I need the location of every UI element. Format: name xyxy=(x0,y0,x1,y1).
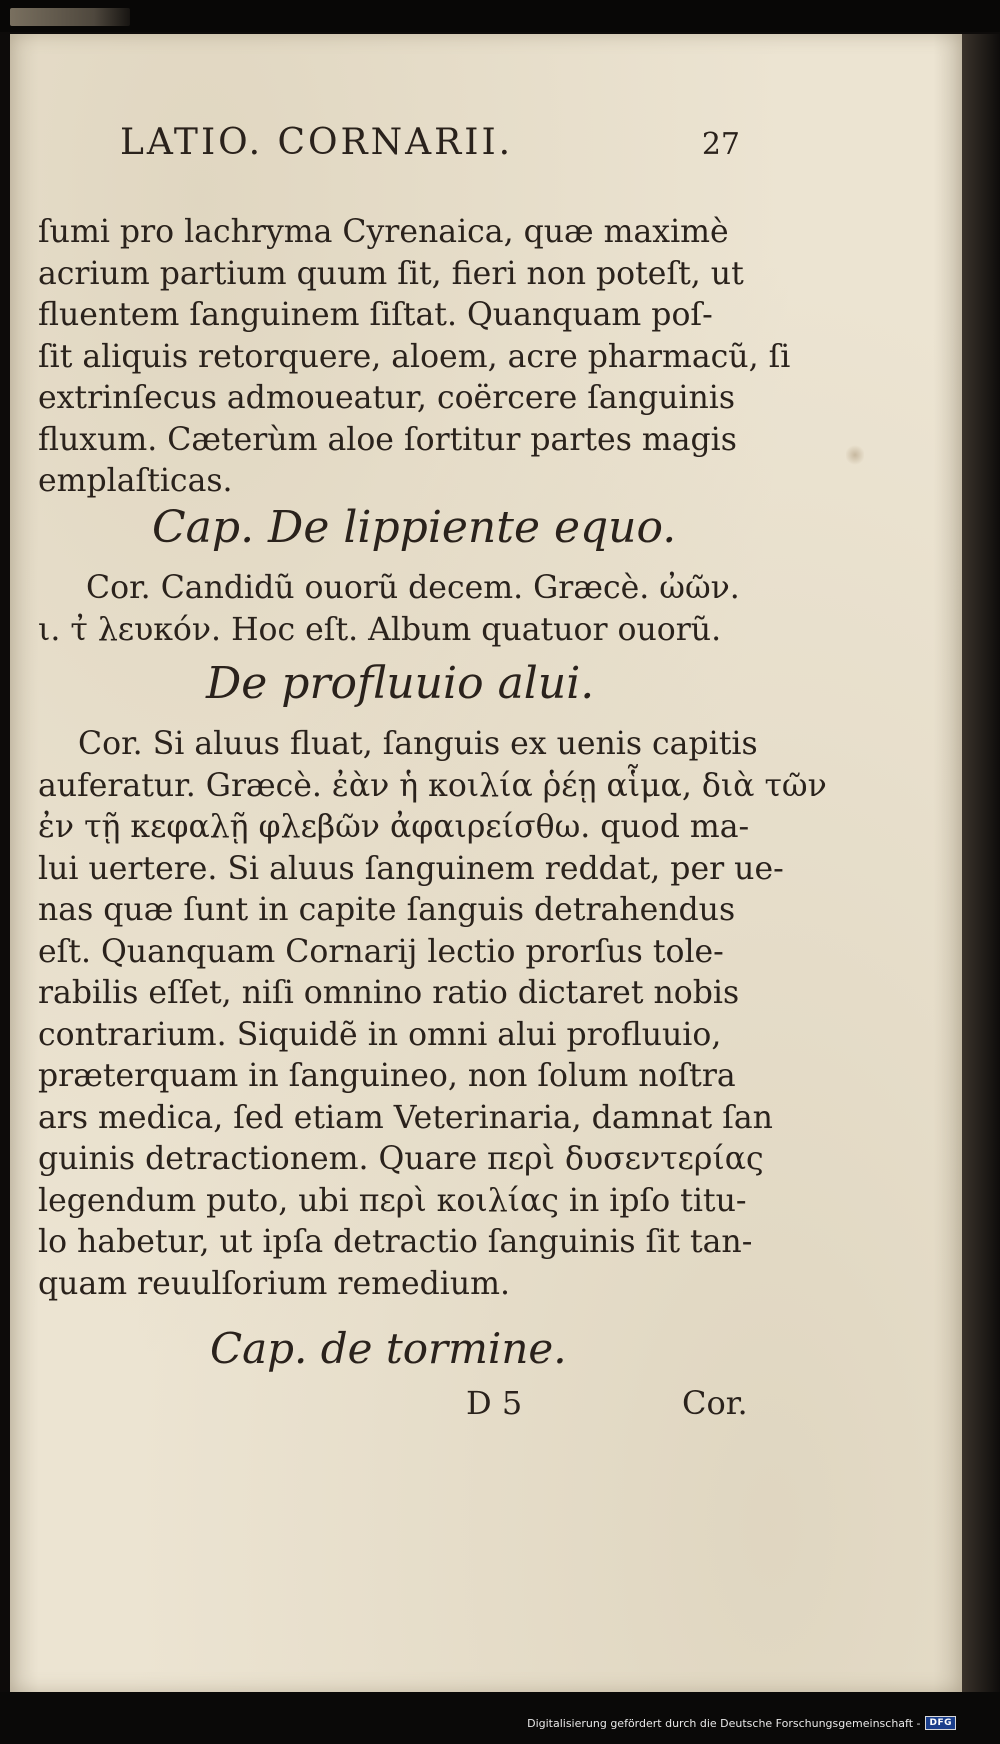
text-line: ſit aliquis retorquere, aloem, acre pharmacũ, ſi xyxy=(38,338,791,375)
text-line: quam reuulſorium remedium. xyxy=(38,1265,511,1302)
text-line: ſumi pro lachryma Cyrenaica, quæ maximè xyxy=(38,214,729,250)
text-line: Cor. Si aluus fluat, ſanguis ex uenis capitis xyxy=(78,726,758,762)
text-line: ἐν τῇ κεφαλῇ φλεβῶν ἀφαιρείσθω. quod ma- xyxy=(38,809,750,845)
text-line: ars medica, ſed etiam Veterinaria, damnat ſan xyxy=(38,1099,773,1136)
credit-text: Digitalisierung gefördert durch die Deutsche Forschungsgemeinschaft - xyxy=(527,1716,921,1730)
text-line: rabilis eſſet, niſi omnino ratio dictaret nobis xyxy=(38,975,740,1011)
text-line: auferatur. Græcè. ἐὰν ἡ κοιλία ῥέῃ αἷμα, διὰ τῶν xyxy=(38,767,827,804)
signature-mark: D 5 xyxy=(466,1384,523,1422)
text-line: lo habetur, ut ipſa detractio ſanguinis ſit tan- xyxy=(38,1224,753,1260)
text-line: ι. τ̓ λευκόν. Hoc eſt. Album quatuor ouorũ. xyxy=(38,611,722,648)
text-line: præterquam in ſanguineo, non ſolum noſtra xyxy=(38,1058,736,1094)
scan-bottom-border xyxy=(0,1692,1000,1744)
dfg-logo: DFG xyxy=(925,1716,956,1730)
paragraph-2 xyxy=(38,568,778,651)
paper-stain xyxy=(846,444,864,466)
text-line: lui uertere. Si aluus ſanguinem reddat, per ue- xyxy=(38,850,784,887)
previous-page-fragment xyxy=(10,8,130,26)
text-line: Cor. Candidũ ouorũ decem. Græcè. ὠῶν. xyxy=(86,570,740,606)
text-line: nas quæ ſunt in capite ſanguis detrahendus xyxy=(38,892,736,928)
catchword: Cor. xyxy=(682,1384,748,1422)
text-line: guinis detractionem. Quare περὶ δυσεντερίας xyxy=(38,1141,764,1177)
text-line: emplaſticas. xyxy=(38,463,233,499)
scan-top-border xyxy=(0,0,1000,32)
book-page xyxy=(10,34,962,1692)
chapter-heading-tormine: Cap. de tormine. xyxy=(210,1324,567,1373)
text-line: legendum puto, ubi περὶ κοιλίας in ipſo titu- xyxy=(38,1182,747,1219)
scan-right-border xyxy=(962,34,1000,1692)
text-line: eſt. Quanquam Cornarij lectio prorſus tole- xyxy=(38,933,724,970)
text-line: contrarium. Siquidẽ in omni alui profluuio, xyxy=(38,1016,722,1053)
paragraph-3 xyxy=(38,724,827,1305)
running-title: LATIO. CORNARII. xyxy=(120,122,514,163)
digitization-credit xyxy=(527,1716,956,1730)
text-line: extrinſecus admoueatur, coërcere ſanguinis xyxy=(38,380,736,416)
paragraph-1 xyxy=(38,212,791,503)
text-line: fluxum. Cæterùm aloe ſortitur partes magis xyxy=(38,421,737,458)
chapter-heading-profluuio: De profluuio alui. xyxy=(206,658,595,709)
page-number: 27 xyxy=(701,127,740,162)
text-line: acrium partium quum ſit, fieri non poteſt, ut xyxy=(38,255,744,292)
chapter-heading-lippiente: Cap. De lippiente equo. xyxy=(152,502,677,553)
text-line: fluentem ſanguinem ſiſtat. Quanquam poſ- xyxy=(38,297,713,333)
running-head xyxy=(120,122,740,163)
